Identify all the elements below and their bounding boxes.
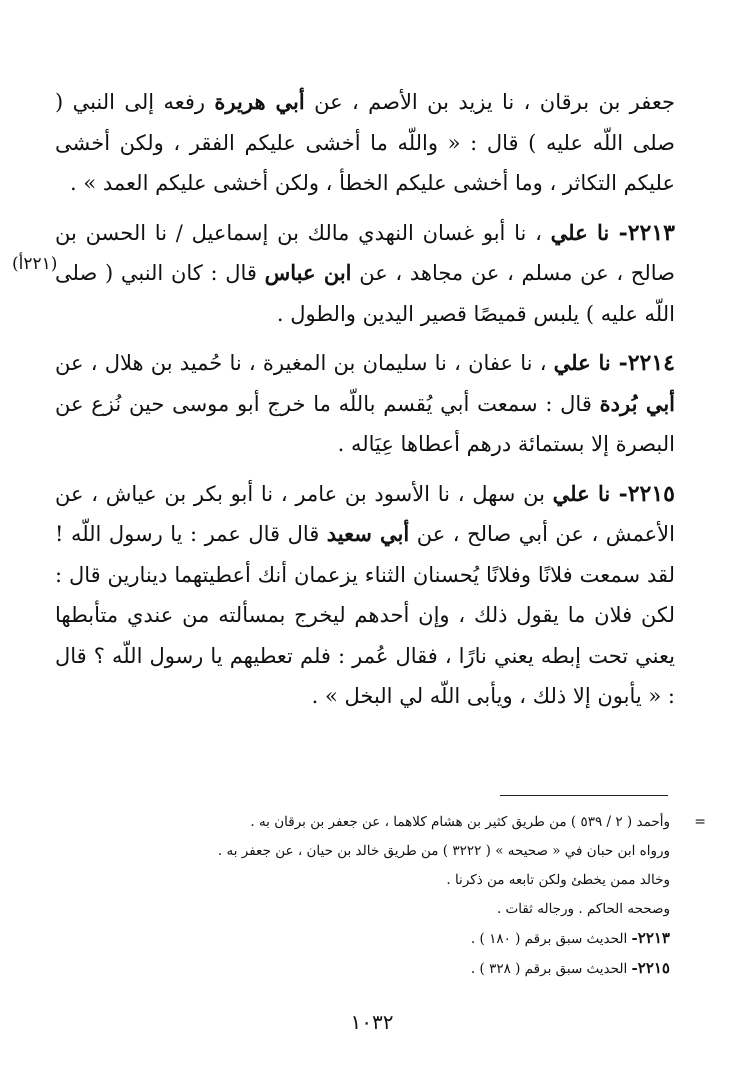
hadith-2213 xyxy=(55,213,675,335)
hadith-number: ٢٢١٥- xyxy=(618,480,675,507)
text-run: قال : سمعت أبي يُقسم باللّه ما خرج أبو موسى حين نُزع عن البصرة إلا بستمائة درهم أعطاها عِيَاله . xyxy=(55,391,675,456)
text-run: ، نا عفان ، نا سليمان بن المغيرة ، نا حُميد بن هلال ، عن xyxy=(55,351,554,375)
footnote-line: وخالد ممن يخطئ ولكن تابعه من ذكرنا . xyxy=(446,872,670,888)
footnote-divider xyxy=(500,795,668,796)
footnote-number: ٢٢١٣- xyxy=(631,929,670,947)
hadith-lead: نا علي xyxy=(550,219,619,245)
hadith-number: ٢٢١٤- xyxy=(618,350,675,376)
page-number: ١٠٣٢ xyxy=(350,1010,394,1034)
footnote-text: الحديث سبق برقم ( ١٨٠ ) . xyxy=(470,931,632,947)
hadith-lead: نا علي xyxy=(553,350,619,375)
footnote-line: وصححه الحاكم . ورجاله ثقات . xyxy=(496,901,670,917)
narrator-name: أبي هريرة xyxy=(214,89,305,114)
footnote-number: ٢٢١٥- xyxy=(631,959,670,977)
hadith-number: ٢٢١٣- xyxy=(618,219,675,246)
text-run: قال : كان النبي ( صلى اللّه عليه ) يلبس قميصًا قصير اليدين والطول . xyxy=(55,261,675,326)
continuation-mark: = xyxy=(694,814,706,830)
text-run: رفعه إلى النبي ( صلى اللّه عليه ) قال : « واللّه ما أخشى عليكم الفقر ، ولكن أخشى عليكم التكاثر ، وما أخشى عليكم الخطأ ، ولكن أخشى عليكم العمد » . xyxy=(55,90,675,195)
narrator-name: ابن عباس xyxy=(264,260,352,285)
text-run: قال قال عمر : يا رسول اللّه ! لقد سمعت فلانًا وفلانًا يُحسنان الثناء يزعمان أنك أعطيتهما دينارين قال : لكن فلان ما يقول ذلك ، وإن أحدهم ليخرج بمسألته من عندي متأبطها يعني تحت إبطه يعني نارًا ، فقال عُمر : فلم تعطيهم يا رسول اللّه ؟ قال : « يأبون إلا ذلك ، ويأبى اللّه لي البخل » . xyxy=(55,522,675,708)
text-run: ، نا أبو غسان النهدي مالك بن إسماعيل / نا الحسن بن صالح ، عن مسلم ، عن مجاهد ، عن xyxy=(55,220,675,285)
continued-hadith xyxy=(55,82,675,204)
footnote-line xyxy=(60,954,670,984)
text-run: بن سهل ، نا الأسود بن عامر ، نا أبو بكر بن عياش ، عن الأعمش ، عن أبي صالح ، عن xyxy=(55,481,675,546)
footnote-text: الحديث سبق برقم ( ٣٢٨ ) . xyxy=(470,961,632,977)
text-run: جعفر بن برقان ، نا يزيد بن الأصم ، عن xyxy=(304,90,675,114)
footnotes xyxy=(60,808,706,984)
footnote-text: وأحمد ( ٢ / ٥٣٩ ) من طريق كثير بن هشام كلاهما ، عن جعفر بن برقان به . xyxy=(250,814,670,830)
hadith-2215 xyxy=(55,474,675,717)
footnote-line: ورواه ابن حبان في « صحيحه » ( ٣٢٢٢ ) من طريق خالد بن حيان ، عن جعفر به . xyxy=(217,843,670,859)
narrator-name: أبي بُردة xyxy=(599,390,676,416)
footnote-line xyxy=(60,924,670,954)
narrator-name: أبي سعيد xyxy=(326,521,410,546)
main-text xyxy=(55,82,675,726)
footnote-line xyxy=(60,808,706,837)
hadith-2214 xyxy=(55,343,675,465)
manuscript-folio-note: (٢٢١أ) xyxy=(12,254,58,274)
hadith-lead: نا علي xyxy=(552,480,619,506)
